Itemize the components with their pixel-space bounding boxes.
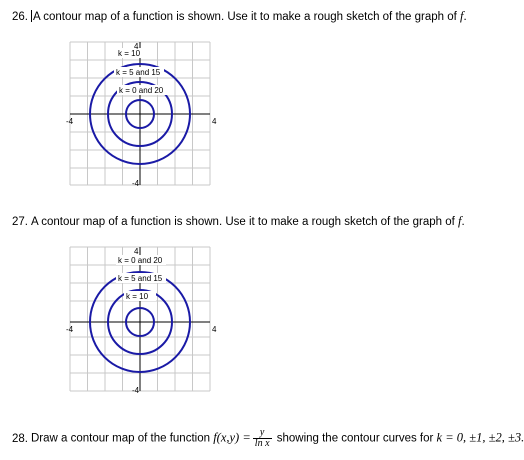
question-number: 27. — [12, 216, 28, 228]
question-end: . — [463, 11, 467, 23]
question-text: A contour map of a function is shown. Use it to make a rough sketch of the graph of — [33, 11, 457, 23]
axis-label-y-min: -4 — [132, 386, 140, 395]
contour-label: k = 5 and 15 — [116, 68, 161, 77]
function-symbol: f — [458, 214, 462, 228]
question-26-prompt — [12, 9, 467, 24]
contour-label: k = 10 — [118, 49, 141, 58]
axis-label-x-min: -4 — [66, 117, 74, 126]
question-mid-text: showing the contour curves for — [276, 432, 434, 445]
contour-label: k = 10 — [126, 292, 149, 301]
text-cursor — [31, 10, 32, 22]
axis-label-y-max: 4 — [134, 42, 139, 51]
axis-label-x-max: 4 — [212, 117, 217, 126]
contour-label: k = 0 and 20 — [118, 256, 163, 265]
contour-label: k = 0 and 20 — [119, 86, 164, 95]
fraction — [253, 428, 272, 449]
axis-label-x-max: 4 — [212, 325, 217, 334]
k-values: k = 0, ±1, ±2, ±3. — [436, 430, 524, 445]
contour-plot-27 — [60, 245, 222, 397]
question-number: 26. — [12, 11, 28, 23]
contour-label: k = 5 and 15 — [118, 274, 163, 283]
contour-plot-26 — [60, 40, 222, 190]
function-expression: f(x,y) = — [213, 430, 251, 445]
question-28-prompt — [12, 428, 524, 449]
axis-label-y-min: -4 — [132, 179, 140, 188]
question-27-prompt — [12, 214, 465, 229]
fraction-denominator: ln x — [254, 438, 270, 449]
question-text: A contour map of a function is shown. Use it to make a rough sketch of the graph of — [31, 216, 455, 228]
question-number: 28. — [12, 432, 28, 445]
function-symbol: f — [460, 9, 464, 23]
axis-label-y-max: 4 — [134, 247, 139, 256]
axis-label-x-min: -4 — [66, 325, 74, 334]
fraction-numerator: y — [253, 428, 272, 439]
question-end: . — [461, 216, 465, 228]
question-text: Draw a contour map of the function — [31, 432, 210, 445]
